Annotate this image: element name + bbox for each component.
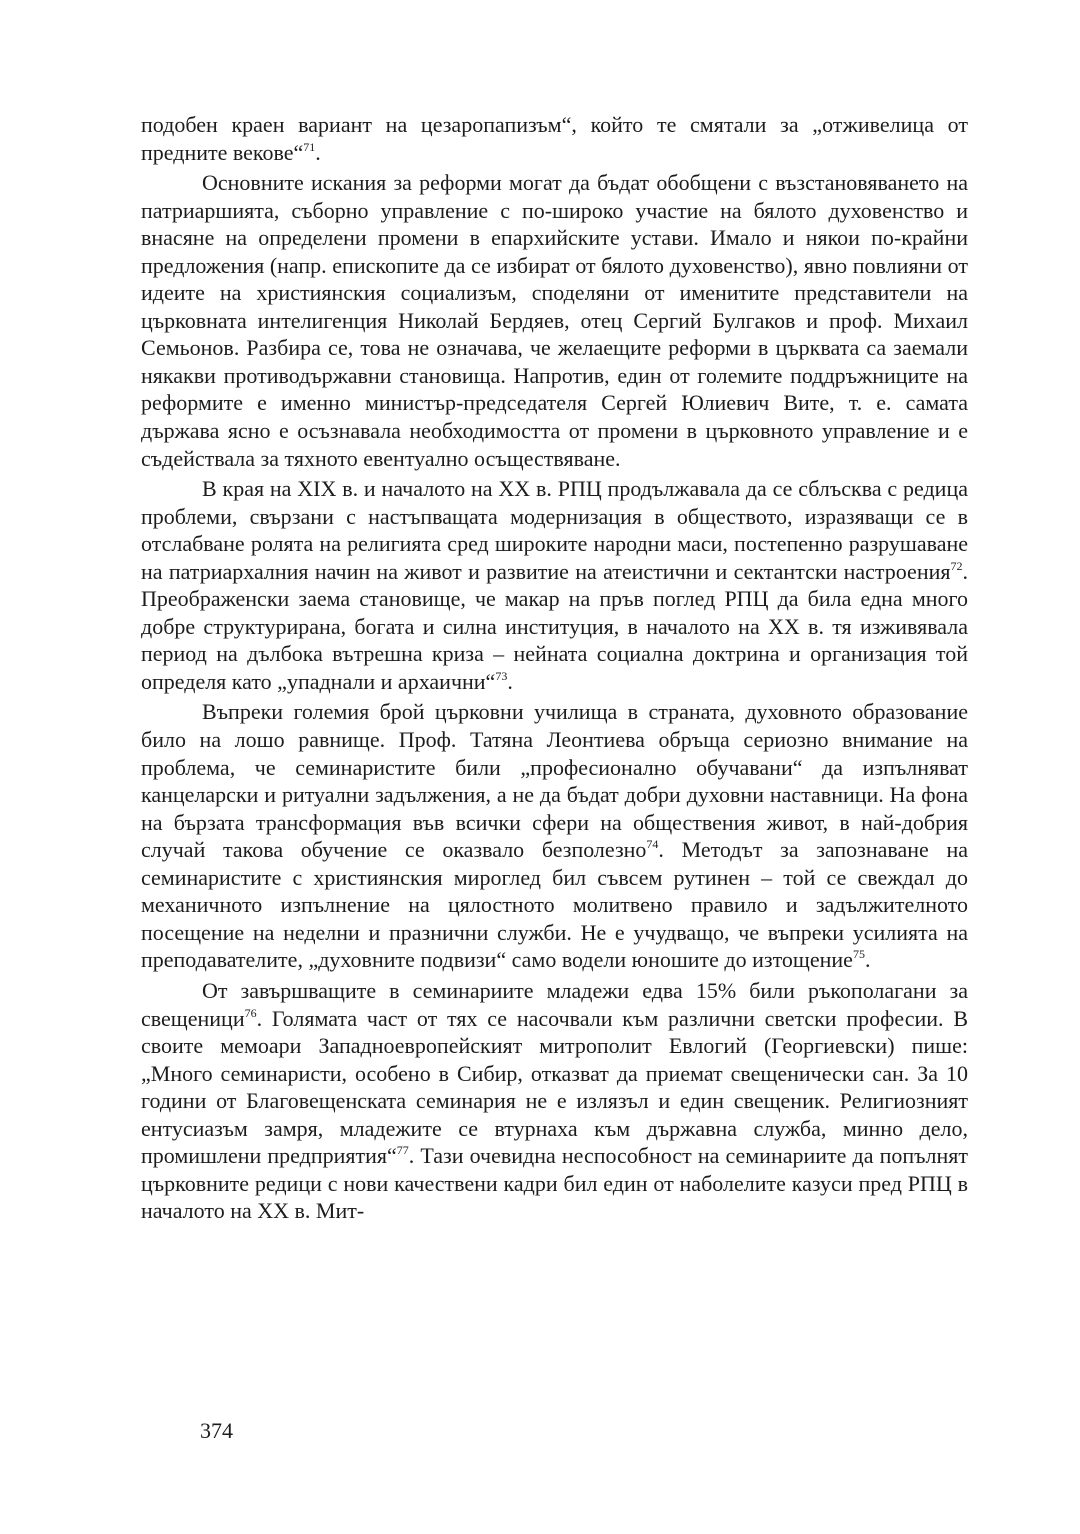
- paragraph-modernization-problems: [141, 475, 968, 695]
- paragraph-continuation: [141, 111, 968, 166]
- body-text: [141, 111, 968, 1228]
- footnote-ref-77[interactable]: 77: [396, 1143, 409, 1158]
- footnote-ref-73[interactable]: 73: [495, 668, 508, 683]
- text-run: От завършващите в семинариите младежи едва 15% били ръкополагани за свещеници: [141, 977, 968, 1031]
- text-run: .: [864, 947, 871, 973]
- page-number: 374: [200, 1418, 233, 1443]
- text-run: В края на XIX в. и началото на XX в. РПЦ продължавала да се сблъсква с редица проблеми, свързани с настъпващата модернизация в обществото, изразяващи се в отслабване ролята на религията сред широките народни маси, постепенно разрушаване на патриархалния начин на живот и развитие на атеистични и сектантски настроения: [141, 476, 968, 584]
- footnote-ref-75[interactable]: 75: [852, 947, 865, 962]
- text-run: подобен краен вариант на цезаропапизъм“, който те смятали за „отживелица от предните векове“: [141, 112, 968, 165]
- paragraph-spiritual-education: [141, 698, 968, 973]
- text-run: Въпреки големия брой църковни училища в страната, духовното образование било на лошо равнище. Проф. Татяна Леонтиева обръща сериозно внимание на проблема, че семинаристите били „професионално обучавани“ да изпълняват канцеларски и ритуални задължения, а не да бъдат добри духовни наставници. На фона на бързата трансформация във всички сфери на обществения живот, в най-добрия случай такова обучение се оказвало безполезно: [141, 699, 968, 863]
- text-run: .: [507, 668, 513, 694]
- text-run: . Методът за запознаване на семинаристите с християнския мироглед бил съвсем рутинен – той се свеждал до механичното изпълнение на цялостното молитвено правило и задължителното посещение на неделни и празнични служби. Не е учудващо, че въпреки усилията на преподавателите, „духовните подвизи“ само водели юношите до изтощение: [141, 837, 968, 973]
- paragraph-seminary-graduates: [141, 977, 968, 1225]
- text-run: . Тази очевидна неспособност на семинариите да попълнят църковните редици с нови качествени кадри бил един от наболелите казуси пред РПЦ в началото на XX в. Мит-: [141, 1143, 968, 1224]
- footnote-ref-71[interactable]: 71: [303, 139, 316, 154]
- text-run: .: [315, 139, 321, 165]
- paragraph-reform-demands: [141, 169, 968, 472]
- text-run: Основните искания за реформи могат да бъдат обобщени с възстановяването на патриаршията, съборно управление с по-широко участие на бялото духовенство и внасяне на определени промени в епархийските устави. Имало и някои по-крайни предложения (напр. епископите да се избират от бялото духовенство), явно повлияни от идеите на християнския социализъм, споделяни от именитите представители на църковната интелигенция Николай Бердяев, отец Сергий Булгаков и проф. Михаил Семьонов. Разбира се, това не означава, че желаещите реформи в църквата са заемали някакви противодържавни становища. Напротив, един от големите поддръжниците на реформите е именно министър-председателя Сергей Юлиевич Вите, т. е. самата държава ясно е осъзнавала необходимостта от промени в църковното управление и е съдействала за тяхното евентуално осъществяване.: [141, 170, 968, 471]
- text-run: . Голямата част от тях се насочвали към различни светски професии. В своите мемоари Западноевропейският митрополит Евлогий (Георгиевски) пише: „Много семинаристи, особено в Сибир, отказват да приемат свещенически сан. За 10 години от Благовещенската семинария не е излязъл и един свещеник. Религиозният ентусиазъм замря, младежите се втурнаха към държавна служба, минно дело, промишлени предприятия“: [141, 1005, 968, 1169]
- text-run: . Преображенски заема становище, че макар на пръв поглед РПЦ да била една много добре структурирана, богата и силна институция, в началото на XX в. тя изживявала период на дълбока вътрешна криза – нейната социална доктрина и организация той определя като „упаднали и архаични“: [141, 558, 968, 694]
- footnote-ref-72[interactable]: 72: [950, 558, 963, 573]
- footnote-ref-76[interactable]: 76: [244, 1005, 257, 1020]
- footnote-ref-74[interactable]: 74: [646, 837, 659, 852]
